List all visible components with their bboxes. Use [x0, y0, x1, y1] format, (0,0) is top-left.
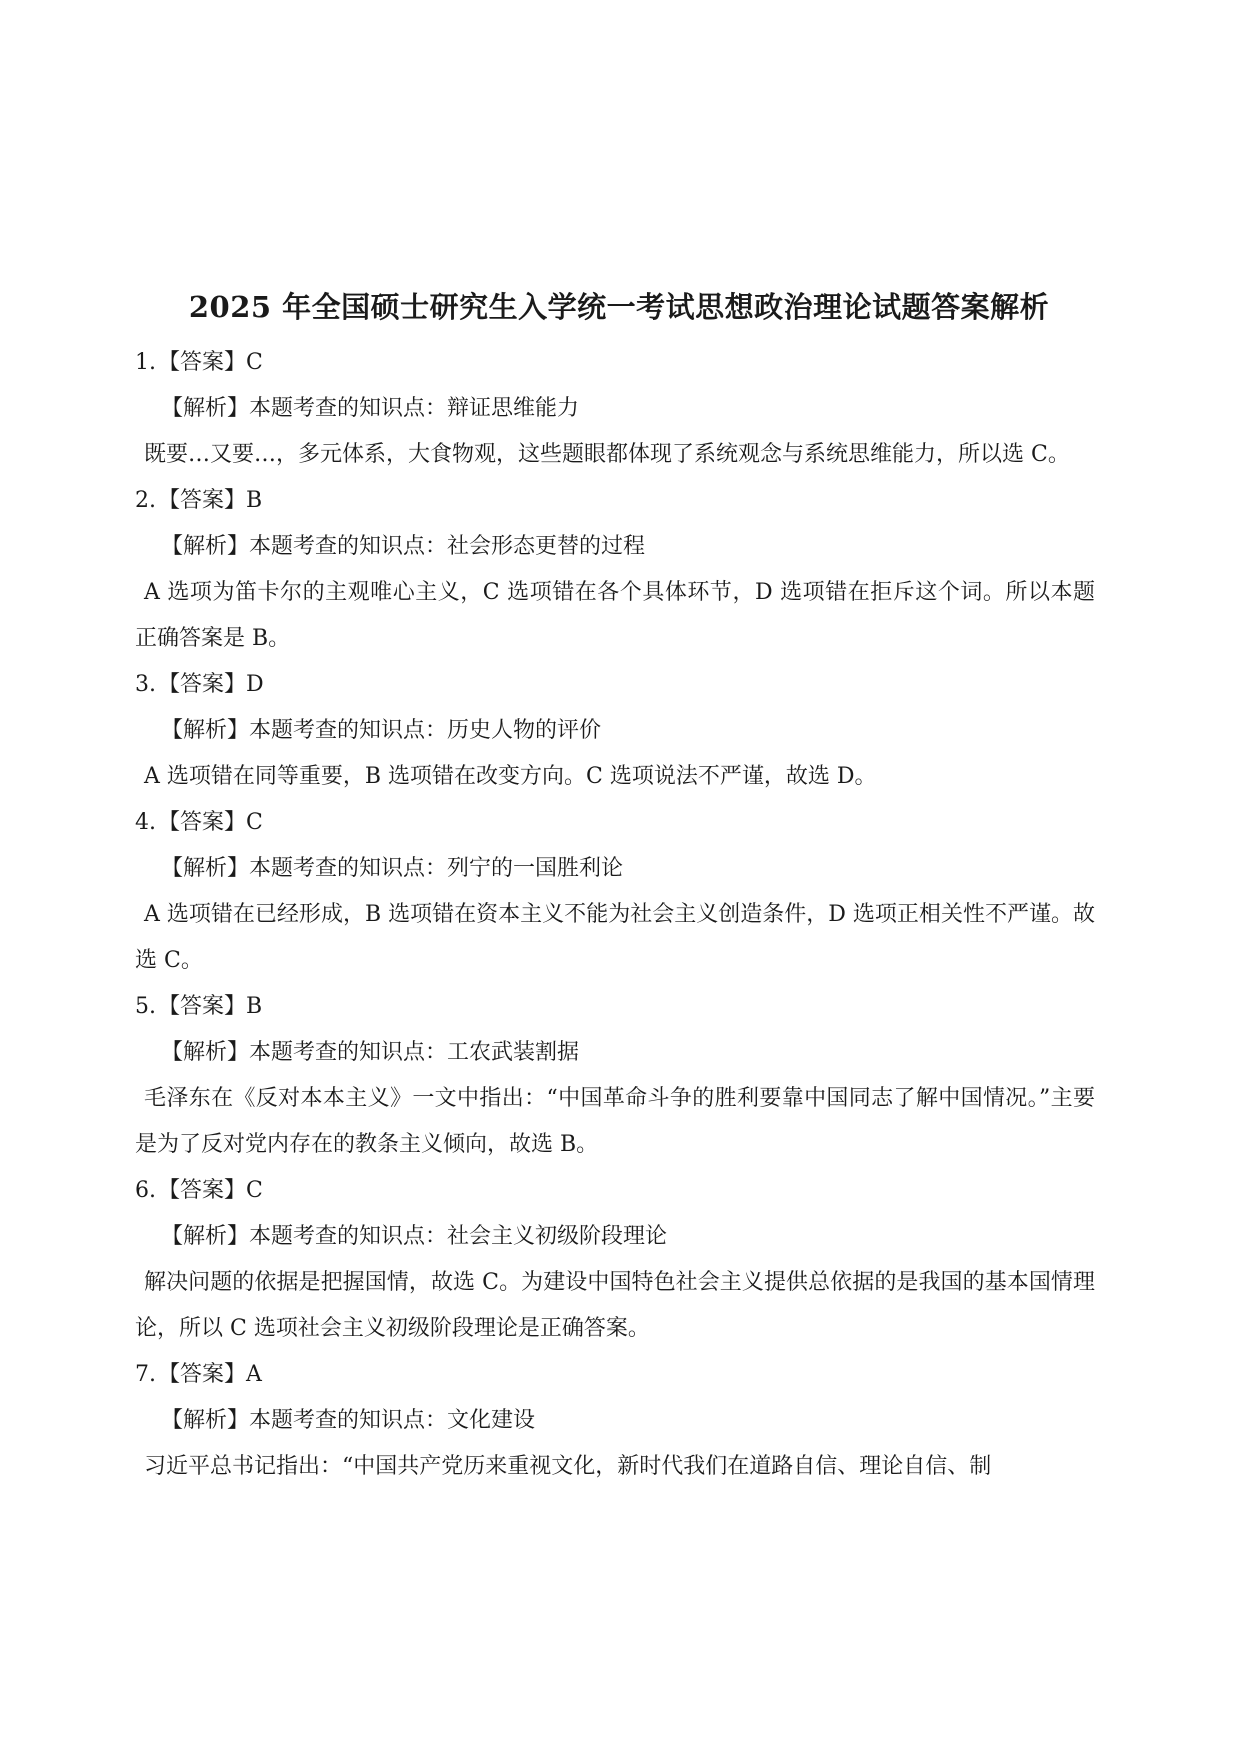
answer-list — [135, 340, 1095, 1490]
question-number: 1. — [135, 350, 156, 375]
answer-item-5 — [135, 984, 1095, 1168]
analysis-label: 【解析】本题考查的知识点：辩证思维能力 — [161, 396, 580, 421]
answer-label: 【答案】A — [158, 1362, 262, 1387]
question-number: 5. — [135, 994, 156, 1019]
analysis-label: 【解析】本题考查的知识点：文化建设 — [161, 1408, 536, 1433]
answer-item-3 — [135, 662, 1095, 800]
analysis-label: 【解析】本题考查的知识点：历史人物的评价 — [161, 718, 602, 743]
analysis-label: 【解析】本题考查的知识点：社会主义初级阶段理论 — [161, 1224, 668, 1249]
answer-label: 【答案】B — [158, 488, 263, 513]
question-number: 7. — [135, 1362, 156, 1387]
explanation-text: A 选项错在已经形成，B 选项错在资本主义不能为社会主义创造条件，D 选项正相关性不严谨。故选 C。 — [135, 902, 1095, 973]
answer-line — [135, 340, 1095, 386]
analysis-label: 【解析】本题考查的知识点：工农武装割据 — [161, 1040, 580, 1065]
answer-label: 【答案】B — [158, 994, 263, 1019]
answer-item-4 — [135, 800, 1095, 984]
question-number: 2. — [135, 488, 156, 513]
explanation-text: 解决问题的依据是把握国情，故选 C。为建设中国特色社会主义提供总依据的是我国的基本国情理论，所以 C 选项社会主义初级阶段理论是正确答案。 — [135, 1270, 1095, 1341]
answer-line — [135, 800, 1095, 846]
answer-line — [135, 662, 1095, 708]
analysis-label: 【解析】本题考查的知识点：列宁的一国胜利论 — [161, 856, 624, 881]
question-number: 4. — [135, 810, 156, 835]
answer-label: 【答案】C — [158, 810, 263, 835]
answer-item-7 — [135, 1352, 1095, 1490]
explanation-text: 既要…又要…，多元体系，大食物观，这些题眼都体现了系统观念与系统思维能力，所以选 C。 — [144, 442, 1070, 467]
page-title: 2025 年全国硕士研究生入学统一考试思想政治理论试题答案解析 — [188, 290, 1050, 324]
explanation-text: A 选项为笛卡尔的主观唯心主义，C 选项错在各个具体环节，D 选项错在拒斥这个词。所以本题正确答案是 B。 — [135, 580, 1095, 651]
answer-line — [135, 1168, 1095, 1214]
analysis-label: 【解析】本题考查的知识点：社会形态更替的过程 — [161, 534, 646, 559]
explanation-text: A 选项错在同等重要，B 选项错在改变方向。C 选项说法不严谨，故选 D。 — [144, 764, 877, 789]
answer-line — [135, 1352, 1095, 1398]
explanation-text: 毛泽东在《反对本本主义》一文中指出：“中国革命斗争的胜利要靠中国同志了解中国情况。”主要是为了反对党内存在的教条主义倾向，故选 B。 — [135, 1086, 1095, 1157]
question-number: 6. — [135, 1178, 156, 1203]
answer-item-2 — [135, 478, 1095, 662]
answer-line — [135, 478, 1095, 524]
answer-line — [135, 984, 1095, 1030]
answer-item-6 — [135, 1168, 1095, 1352]
answer-label: 【答案】D — [158, 672, 264, 697]
answer-label: 【答案】C — [158, 350, 263, 375]
explanation-text: 习近平总书记指出：“中国共产党历来重视文化，新时代我们在道路自信、理论自信、制 — [144, 1454, 992, 1479]
answer-item-1 — [135, 340, 1095, 478]
answer-label: 【答案】C — [158, 1178, 263, 1203]
question-number: 3. — [135, 672, 156, 697]
